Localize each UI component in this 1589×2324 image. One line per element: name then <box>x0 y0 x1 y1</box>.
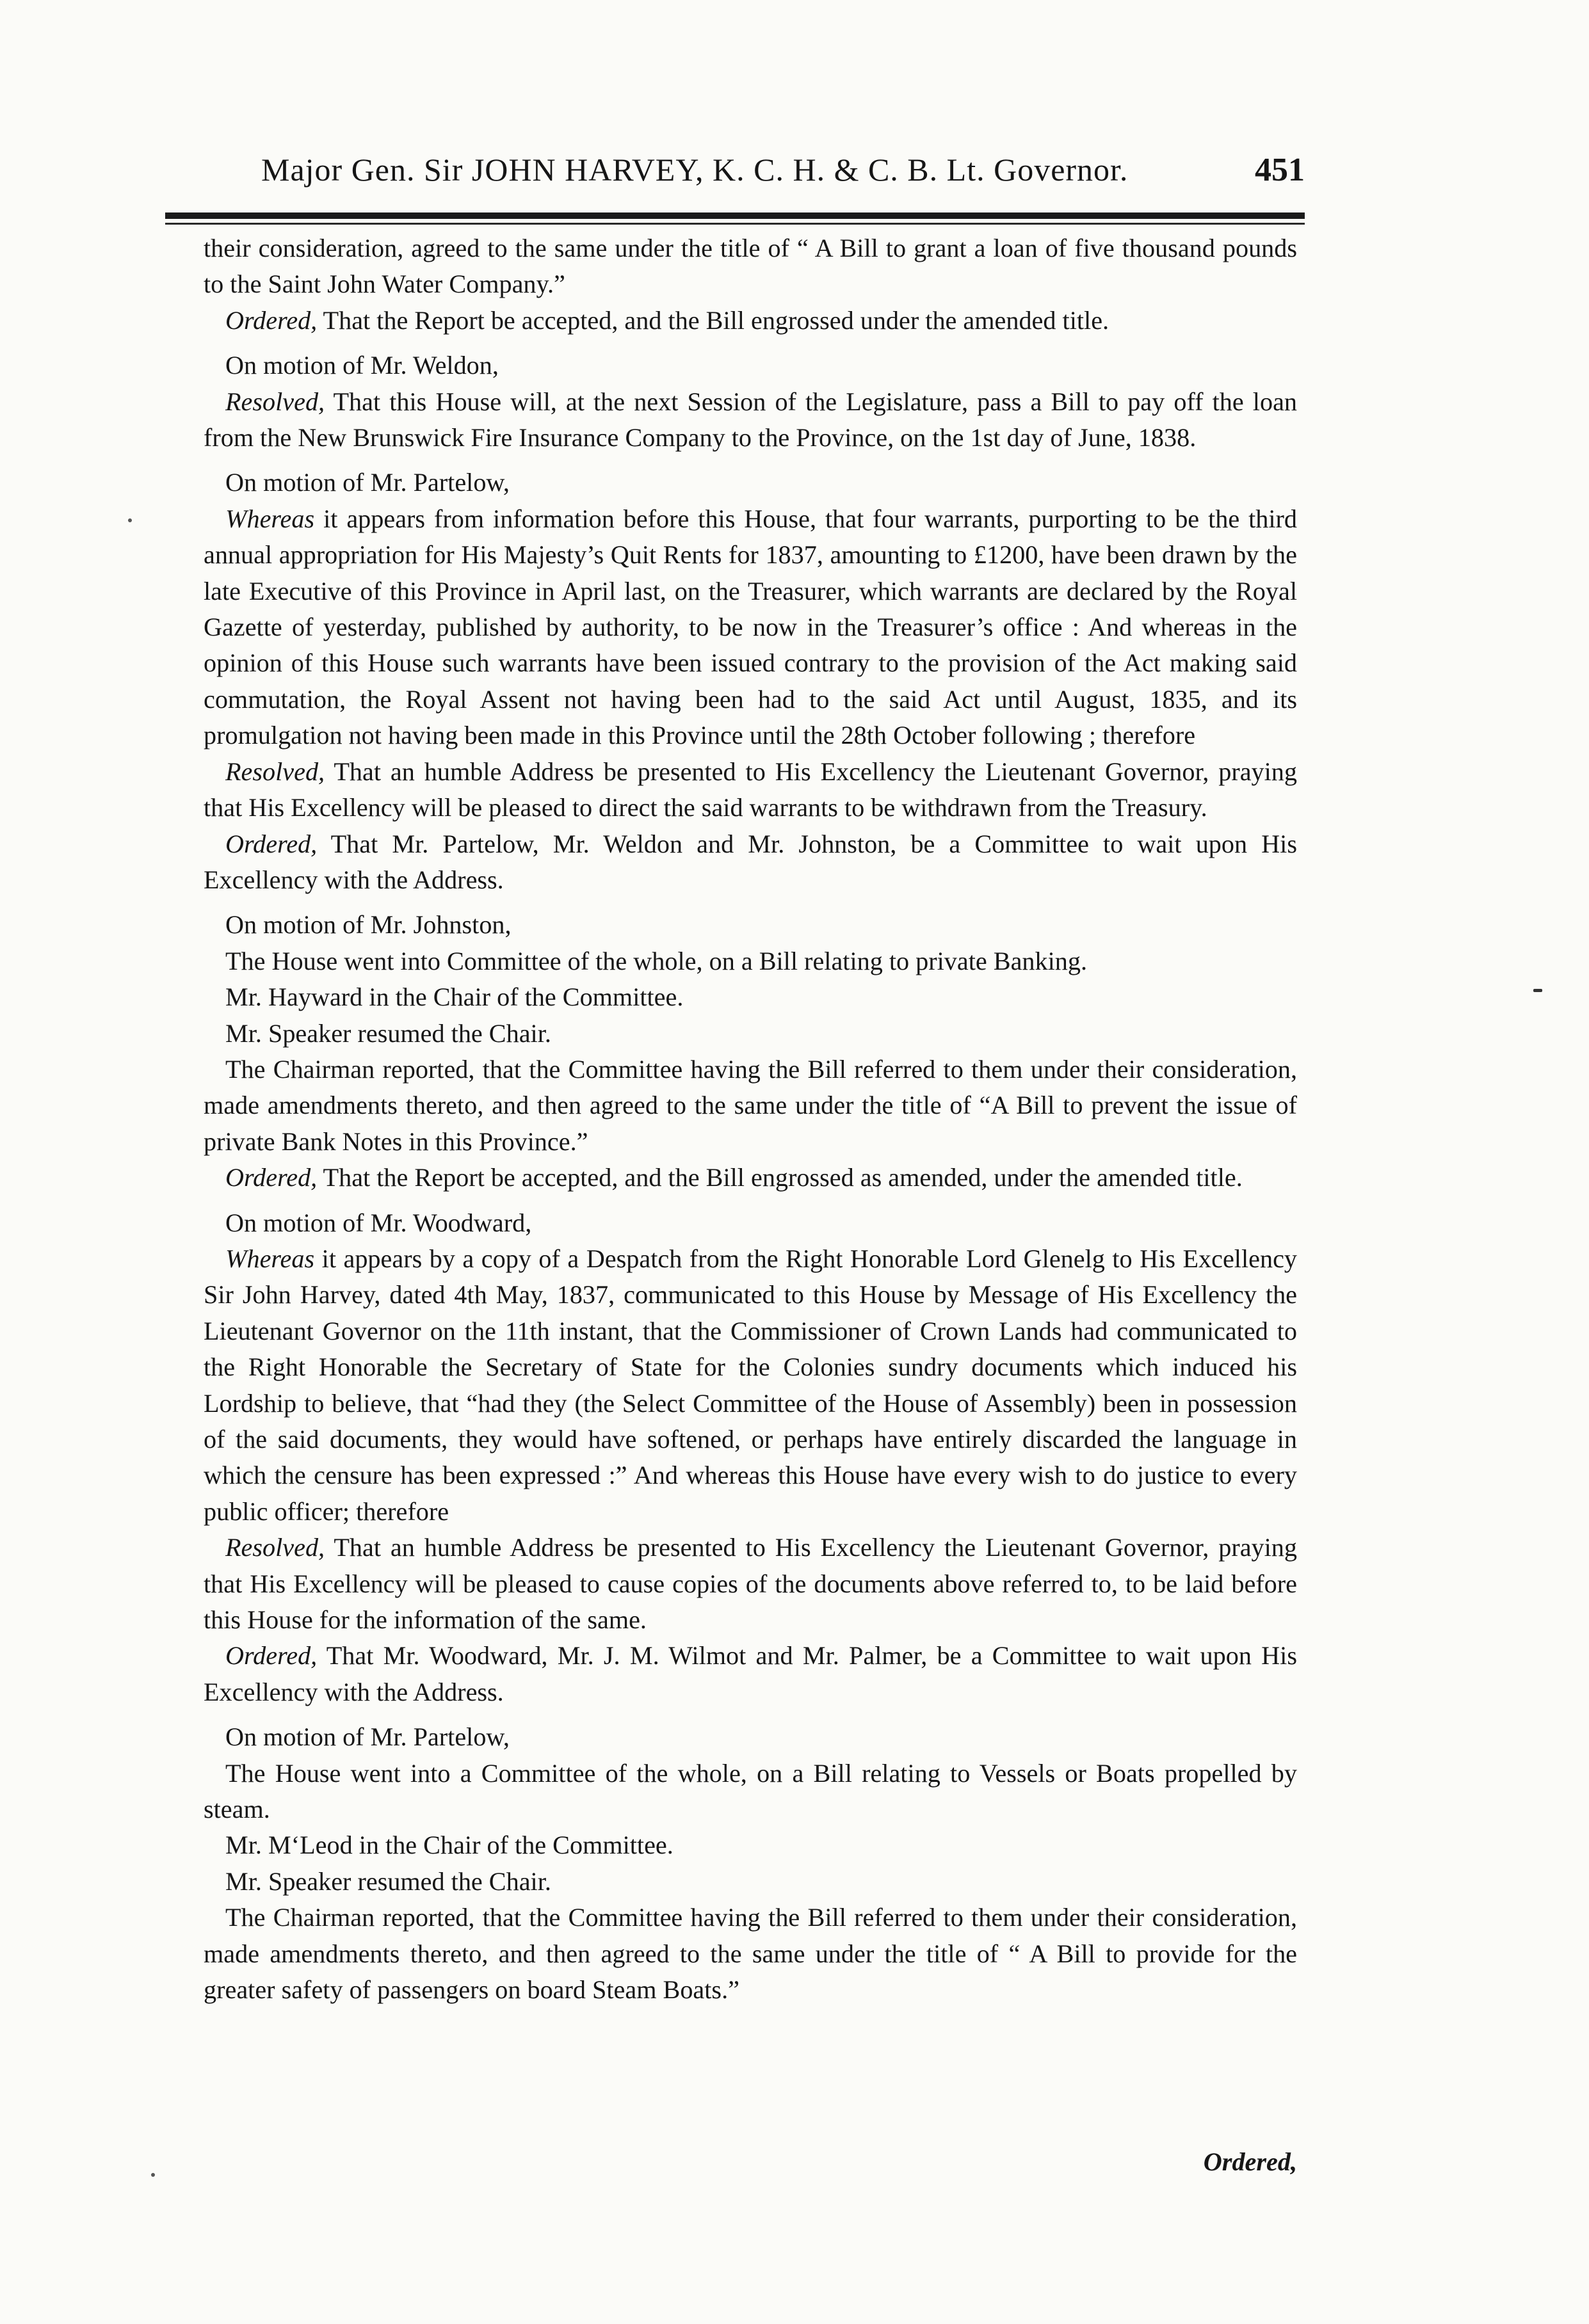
paragraph-text: it appears by a copy of a Despatch from the Right Honorable Lord Glenelg to His Excellency Sir John Harvey, dated 4th May, 1837, communicated to this House by Message of His Excellency the Lieutenant Governor on the 11th instant, that the Commissioner of Crown Lands had communicated to the Right Honorable the Secretary of State for the Colonies sundry documents which induced his Lordship to believe, that “had they (the Select Committee of the House of Assembly) been in possession of the said documents, they would have softened, or perhaps have entirely discarded the language in which the censure has been expressed :” And whereas this House have every wish to do justice to every public officer; therefore <box>204 1244 1297 1526</box>
paragraph <box>204 1241 1297 1530</box>
paragraph-lead: Ordered, <box>225 1163 318 1192</box>
paragraph-lead: Ordered, <box>225 1641 318 1671</box>
paragraph <box>204 348 1297 383</box>
paragraph-text: That an humble Address be presented to His Excellency the Lieutenant Governor, praying that His Excellency will be pleased to cause copies of the documents above referred to, to be laid before this House for the information of the same. <box>204 1533 1297 1635</box>
catchword: Ordered, <box>1203 2147 1297 2176</box>
paragraph-text: The House went into Committee of the whole, on a Bill relating to private Banking. <box>225 946 1088 975</box>
paragraph <box>204 943 1297 979</box>
paragraph-text: On motion of Mr. Partelow, <box>225 468 510 497</box>
paragraph <box>204 754 1297 826</box>
paragraph-text: Mr. Speaker resumed the Chair. <box>225 1866 551 1896</box>
paragraph-text: it appears from information before this House, that four warrants, purporting to be the third annual appropriation for His Majesty’s Quit Rents for 1837, amounting to £1200, have been drawn by the late Executive of this Province in April last, on the Treasurer, which warrants are declared by the Royal Gazette of yesterday, published by authority, to be now in the Treasurer’s office : And whereas in the opinion of this House such warrants have been issued contrary to the provision of the Act making said commutation, the Royal Assent not having been had to the said Act until August, 1835, and its promulgation not having been made in this Province until the 28th October following ; therefore <box>204 504 1297 750</box>
paragraph <box>204 1756 1297 1828</box>
body-text <box>204 230 1297 2008</box>
paragraph-text: That the Report be accepted, and the Bill engrossed as amended, under the amended title. <box>317 1163 1243 1192</box>
paragraph <box>204 1052 1297 1160</box>
paragraph-text: That the Report be accepted, and the Bill engrossed under the amended title. <box>317 305 1109 335</box>
paragraph-text: That this House will, at the next Session of the Legislature, pass a Bill to pay off the loan from the New Brunswick Fire Insurance Company to the Province, on the 1st day of June, 1838. <box>204 387 1297 453</box>
paragraph <box>204 230 1297 303</box>
paragraph <box>204 1719 1297 1755</box>
paragraph-text: That Mr. Partelow, Mr. Weldon and Mr. Johnston, be a Committee to wait upon His Excellency with the Address. <box>204 829 1297 894</box>
paragraph <box>204 384 1297 456</box>
paragraph-text: The Chairman reported, that the Committee having the Bill referred to them under their consideration, made amendments thereto, and then agreed to the same under the title of “A Bill to prevent the issue of private Bank Notes in this Province.” <box>204 1054 1297 1156</box>
paragraph <box>204 501 1297 754</box>
paragraph-text: That an humble Address be presented to His Excellency the Lieutenant Governor, praying that His Excellency will be pleased to direct the said warrants to be withdrawn from the Treasury. <box>204 757 1297 822</box>
paragraph-lead: Ordered, <box>225 829 318 858</box>
paragraph <box>204 1864 1297 1900</box>
running-head <box>165 151 1305 196</box>
paragraph <box>204 1160 1297 1196</box>
paragraph-text: On motion of Mr. Johnston, <box>225 910 512 940</box>
paragraph <box>204 1016 1297 1052</box>
paragraph-lead: Resolved, <box>225 757 325 786</box>
margin-speck <box>128 518 132 522</box>
paragraph-lead: Resolved, <box>225 387 325 416</box>
paragraph <box>204 1530 1297 1638</box>
paragraph-text: Mr. M‘Leod in the Chair of the Committee. <box>225 1831 674 1860</box>
paragraph <box>204 979 1297 1015</box>
paragraph-text: On motion of Mr. Partelow, <box>225 1722 510 1752</box>
paragraph-lead: Ordered, <box>225 305 318 335</box>
paragraph <box>204 826 1297 899</box>
paragraph-text: On motion of Mr. Woodward, <box>225 1208 532 1237</box>
paragraph-text: Mr. Hayward in the Chair of the Committee. <box>225 982 684 1012</box>
paragraph <box>204 1638 1297 1710</box>
paragraph-text: their consideration, agreed to the same under the title of “ A Bill to grant a loan of five thousand pounds to the Saint John Water Company.” <box>204 234 1297 299</box>
header-rule-thin <box>165 223 1305 225</box>
running-head-title: Major Gen. Sir JOHN HARVEY, K. C. H. & C. B. Lt. Governor. <box>261 152 1129 188</box>
paragraph-text: The House went into a Committee of the whole, on a Bill relating to Vessels or Boats propelled by steam. <box>204 1758 1297 1824</box>
paragraph-lead: Whereas <box>225 504 315 533</box>
margin-speck <box>151 2173 155 2177</box>
paragraph <box>204 1900 1297 2008</box>
paragraph <box>204 303 1297 339</box>
paragraph-text: On motion of Mr. Weldon, <box>225 351 499 380</box>
paragraph-text: That Mr. Woodward, Mr. J. M. Wilmot and Mr. Palmer, be a Committee to wait upon His Excellency with the Address. <box>204 1641 1297 1706</box>
margin-mark <box>1533 989 1542 992</box>
paragraph <box>204 465 1297 501</box>
paragraph <box>204 1205 1297 1241</box>
page-number: 451 <box>1255 152 1305 188</box>
paragraph <box>204 1827 1297 1863</box>
header-rule-thick <box>165 212 1305 219</box>
paragraph-lead: Whereas <box>225 1244 315 1273</box>
paragraph <box>204 907 1297 943</box>
paragraph-lead: Resolved, <box>225 1533 325 1562</box>
paragraph-text: Mr. Speaker resumed the Chair. <box>225 1018 551 1048</box>
paragraph-text: The Chairman reported, that the Committee having the Bill referred to them under their consideration, made amendments thereto, and then agreed to the same under the title of “ A Bill to provide for the greater safety of passengers on board Steam Boats.” <box>204 1903 1297 2005</box>
